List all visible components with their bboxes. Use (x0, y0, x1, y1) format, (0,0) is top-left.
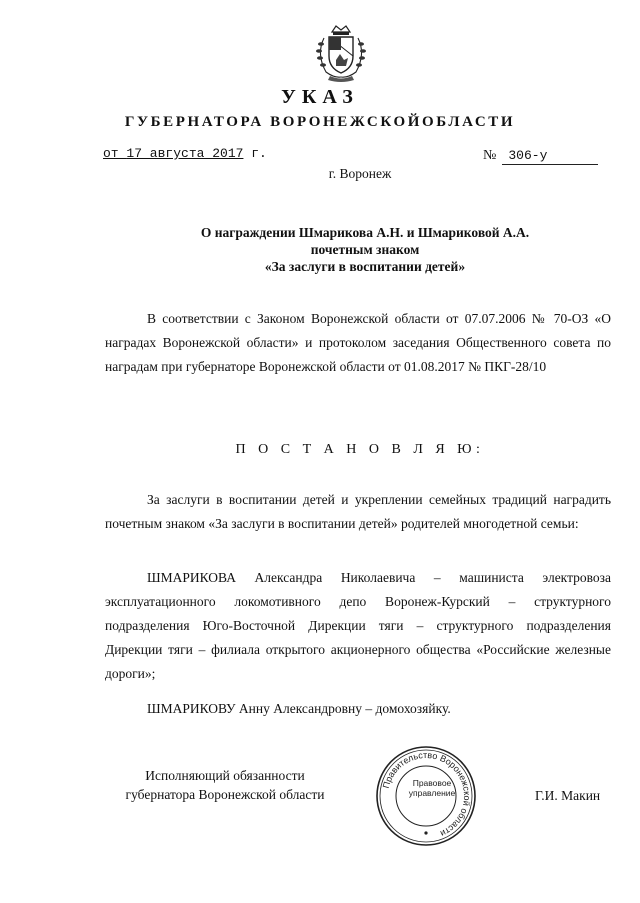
title-line-2: почетным знаком (310, 242, 420, 257)
award-intro-text: За заслуги в воспитании детей и укреплении семейных традиций наградить почетным знаком «За заслуги в воспитании детей» родителей многодетной семьи: (105, 492, 611, 531)
decree-title (150, 224, 580, 275)
signatory-title-line-1: Исполняющий обязанности (145, 768, 305, 783)
awardee-1-details: Александра Николаевича – машиниста электровоза эксплуатационного локомотивного депо Воронеж-Курский – структурного подразделения Юго-Восточной Дирекции тяги – структурного подразделения Дирекции тяги – филиала открытого акционерного общества «Российские железные дороги»; (105, 570, 611, 681)
awardee-1-name: ШМАРИКОВА (147, 570, 236, 585)
stamp-center-text (407, 778, 457, 798)
stamp-center-line-1: Правовое (412, 778, 452, 788)
signatory-title-line-2: губернатора Воронежской области (125, 787, 325, 802)
document-type: УКАЗ (281, 86, 359, 108)
legal-basis-paragraph (105, 307, 611, 379)
city: г. Воронеж (328, 166, 392, 181)
decree-heading: П О С Т А Н О В Л Я Ю: (235, 442, 485, 457)
awardee-2-paragraph (105, 697, 611, 721)
awardee-2-name: ШМАРИКОВУ (147, 701, 236, 716)
number-sign: № (483, 148, 497, 163)
stamp-ring-text: Правительство Воронежской области (380, 749, 473, 839)
date-prefix: от (103, 146, 127, 161)
signatory-title (105, 766, 345, 804)
document-issuer: ГУБЕРНАТОРА ВОРОНЕЖСКОЙОБЛАСТИ (124, 114, 516, 130)
stamp-center-line-2: управление (408, 788, 456, 798)
title-line-3: «За заслуги в воспитании детей» (264, 259, 466, 274)
document-number (483, 146, 611, 165)
date-suffix: г. (243, 146, 267, 161)
awardee-2-details: Анну Александровну – домохозяйку. (235, 701, 451, 716)
coat-of-arms-icon (296, 24, 386, 84)
document-date (103, 146, 273, 162)
awardee-1-paragraph (105, 566, 611, 686)
award-intro-paragraph (105, 488, 611, 536)
title-line-1: О награждении Шмарикова А.Н. и Шмариковой А.А. (200, 225, 530, 240)
number-value: 306-у (502, 148, 598, 165)
legal-basis-text: В соответствии с Законом Воронежской области от 07.07.2006 № 70-ОЗ «О наградах Воронежской области» и протоколом заседания Общественного совета по наградам при губернаторе Воронежской области от 01.08.2017 № ПКГ-28/10 (105, 311, 611, 374)
date-value: 17 августа 2017 (126, 146, 244, 161)
signatory-name: Г.И. Макин (535, 788, 601, 803)
